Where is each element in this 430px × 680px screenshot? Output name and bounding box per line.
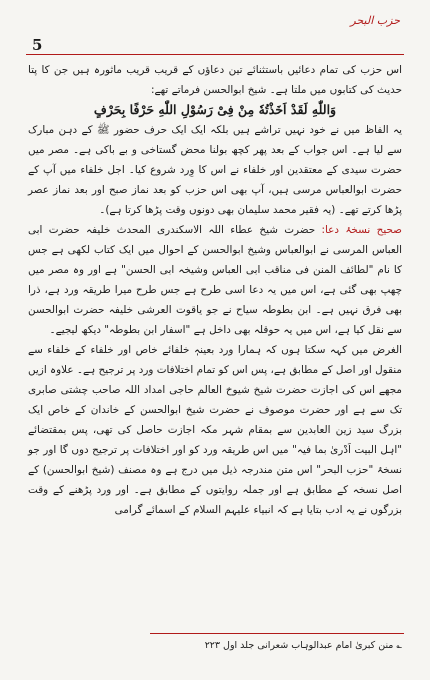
section-label: صحیح نسخۂ دعا: — [321, 224, 402, 236]
arabic-quote: وَاللّٰهِ لَقَدْ اَخَذْتُهٗ مِنْ فِیْ رَسُوْلِ اللّٰهِ حَرْفًا بِحَرْفٍ — [93, 102, 337, 117]
paragraph-authentic-text-body: حضرت شیخ عطاء اللہ الاسکندری المحدث خلیفہ حضرت ابی العباس المرسی نے ابوالعباس وشیخ ابوالحسن کے احوال میں ایک کتاب لکھی ہے جس کا نام "لطائف المنن فی مناقب ابی العباس وشیخہ ابی الحسن" ہے اور وہ مصر میں چھپ بھی گئی ہے، اس میں یہ دعا اسی طرح ہے جس طرح میرا طریقہ ورد ہے، ذرا بھی فرق نہیں ہے۔ ابن بطوطہ سیاح نے جو یاقوت العرشی خلیفہ حضرت ابوالحسن سے نقل کیا ہے، اس میں یہ حوقلہ بھی داخل ہے "اسفار ابن بطوطہ" دیکھ لیجیے۔ — [28, 224, 402, 336]
header-rule — [26, 54, 404, 55]
page-number: 5 — [32, 36, 43, 54]
footnote: ؎ منن کبریٰ امام عبدالوہاب شعرانی جلد اول ۲۲۳ — [204, 640, 402, 651]
paragraph-conclusion: الغرض میں کہہ سکتا ہوں کہ ہمارا ورد بعینہٖ خلفائے خاص اور خلفاء کے خلفاء سے منقول اور اصل کے مطابق ہے، پس اس کو تمام اختلافات ورد پر ترجیح ہے۔ علاوہ ازیں مجھے اس کی اجازت حضرت شیخ شیوخ العالم حاجی امداد اللہ صاحب چشتی صابری تک سے ہے اور حضرت موصوف نے حضرت شیخ ابوالحسن کے خاندان کے خاص ایک بزرگ سید زین العابدین سے بمقام شہر مکہ اجازت حاصل کی تھی، پس بمقتضائے "اہل البیت اَدْریٰ بما فیہ" میں اس طریقہ ورد کو اور اختلافات پر ترجیح دوں گا اور جو نسخۂ "حزب البحر" اس متن مندرجہ ذیل میں درج ہے وہ مصنف (شیخ ابوالحسن) کے اصل نسخہ کے مطابق ہے اور جملہ روایتوں کے مطابق ہے۔ اور ورد پڑھنے کے وقت بزرگوں نے یہ ادب بتایا ہے کہ انبیاء علیہم السلام کے اسمائے گرامی — [28, 344, 402, 516]
paragraph-authentic-text — [28, 220, 402, 340]
running-title: حزب البحر — [350, 14, 400, 27]
paragraph-explanation: یہ الفاظ میں نے خود نہیں تراشے ہیں بلکہ ایک ایک حرف حضور ﷺ کے دہن مبارک سے لیا ہے۔ اس جواب کے بعد پھر کچھ بولنا محض گستاخی و بے باکی ہے۔ مصر میں حضرت سیدی کے معتقدین اور خلفاء نے اس کا وِرد شروع کیا۔ اجل خلفاء میں آپ کے حضرت ابوالعباس مرسی ہیں، آپ بھی اس حزب کو بعد نماز صبح اور بعد نماز عصر پڑھا کرتے تھے۔ (یہ فقیر محمد سلیمان بھی دونوں وقت پڑھا کرتا ہے)۔ — [28, 124, 402, 216]
footnote-rule — [150, 633, 404, 634]
paragraph-intro: اس حزب کی تمام دعائیں باستثنائے تین دعاؤں کے قریب قریب ماثورہ ہیں جن کا پتا حدیث کی کتابوں میں ملتا ہے۔ شیخ ابوالحسن فرماتے تھے: — [28, 64, 402, 96]
page-body — [28, 60, 402, 520]
